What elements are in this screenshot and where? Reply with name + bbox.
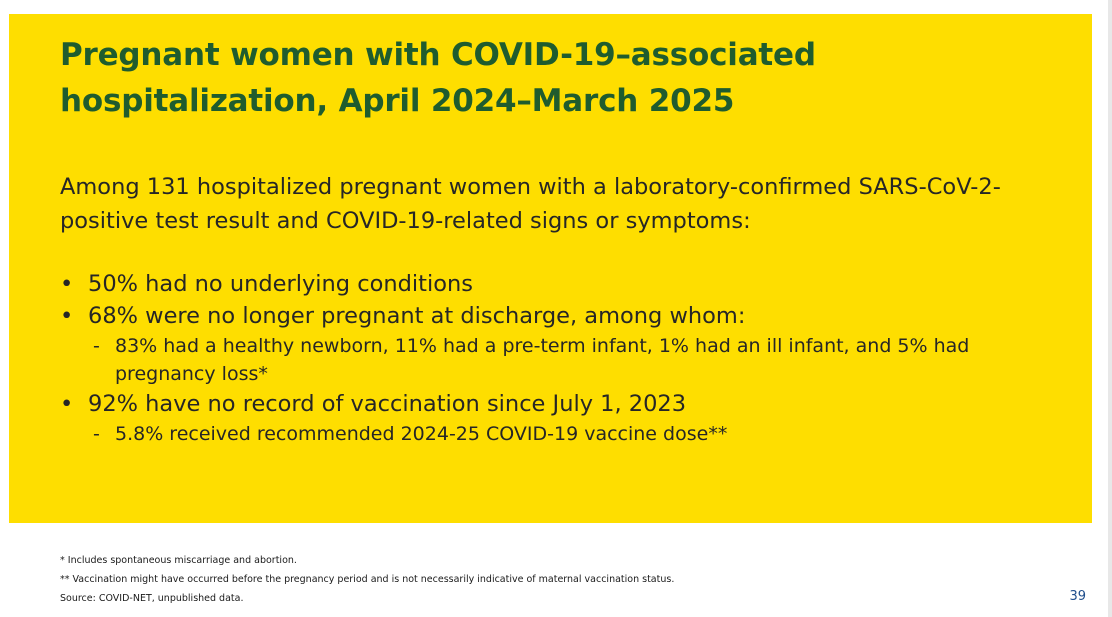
bullet-marker: • — [60, 303, 74, 329]
bullet-no-underlying-conditions — [60, 268, 1070, 300]
sub-bullet-text: 83% had a healthy newborn, 11% had a pre-term infant, 1% had an ill infant, and 5% had pregnancy loss* — [115, 335, 970, 385]
sub-bullet-marker: - — [93, 423, 100, 445]
intro-text: Among 131 hospitalized pregnant women with a laboratory-confirmed SARS-CoV-2-positive test result and COVID-19-related signs or symptoms: — [60, 174, 1001, 234]
bullet-list — [60, 268, 1070, 448]
bullet-no-vaccination-record — [60, 388, 1070, 420]
sub-bullet-text: 5.8% received recommended 2024-25 COVID-19 vaccine dose** — [115, 423, 728, 445]
bullet-not-pregnant-at-discharge — [60, 300, 1070, 332]
bullet-text: 68% were no longer pregnant at discharge, among whom: — [88, 303, 746, 329]
footnote-source: Source: COVID-NET, unpublished data. — [60, 593, 244, 604]
footnote-vaccination: ** Vaccination might have occurred before the pregnancy period and is not necessarily indicative of maternal vaccination status. — [60, 574, 675, 585]
bullet-text: 50% had no underlying conditions — [88, 271, 473, 297]
footnote-miscarriage: * Includes spontaneous miscarriage and abortion. — [60, 555, 297, 566]
page-number: 39 — [1069, 589, 1086, 604]
slide-edge — [1108, 0, 1112, 617]
bullet-marker: • — [60, 391, 74, 417]
sub-bullet-vaccine-dose — [60, 420, 1070, 448]
footnotes — [60, 551, 960, 608]
sub-bullet-marker: - — [93, 335, 100, 357]
slide-title: Pregnant women with COVID-19–associated hospitalization, April 2024–March 2025 — [60, 37, 816, 119]
bullet-text: 92% have no record of vaccination since July 1, 2023 — [88, 391, 687, 417]
sub-bullet-outcomes — [60, 332, 1070, 388]
bullet-marker: • — [60, 271, 74, 297]
